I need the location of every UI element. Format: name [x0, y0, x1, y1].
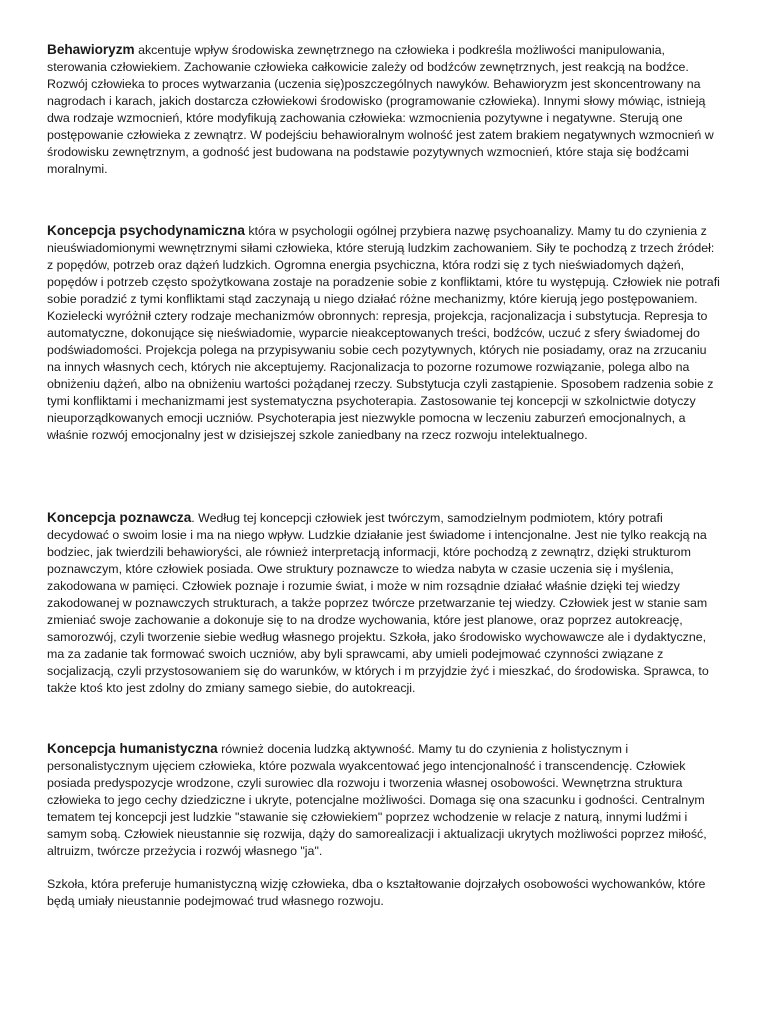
text-behaviorism: akcentuje wpływ środowiska zewnętrznego na człowieka i podkreśla możliwości manipulowania, sterowania człowiekiem. Zachowanie człowieka całkowicie zależy od bodźców zewnętrznych, jest reakcją na bodźce. Rozwój człowieka to proces wytwarzania (uczenia się)poszczególnych nawyków. Behawioryzm jest skoncentrowany na nagrodach i karach, jakich dostarcza człowiekowi środowisko (programowanie człowieka). Innymi słowy mówiąc, istnieją dwa rodzaje wzmocnień, które modyfikują zachowania człowieka: wzmocnienia pozytywne i negatywne. Sterują one postępowanie człowieka z zewnątrz. W podejściu behawioralnym wolność jest zatem brakiem negatywnych wzmocnień w środowisku zewnętrznym, a godność jest budowana na podstawie pozytywnych wzmocnień, które staja się bodźcami moralnymi. [47, 43, 714, 176]
heading-cognitive: Koncepcja poznawcza [47, 510, 192, 525]
paragraph-behaviorism [47, 41, 723, 178]
paragraph-cognitive [47, 509, 723, 697]
heading-humanistic: Koncepcja humanistyczna [47, 741, 218, 756]
heading-behaviorism: Behawioryzm [47, 42, 135, 57]
text-school: Szkoła, która preferuje humanistyczną wizję człowieka, dba o kształtowanie dojrzałych osobowości wychowanków, które będą umiały nieustannie podejmować trud własnego rozwoju. [47, 877, 706, 908]
paragraph-psychodynamic [47, 222, 723, 444]
paragraph-school [47, 876, 723, 910]
text-cognitive: . Według tej koncepcji człowiek jest twórczym, samodzielnym podmiotem, który potrafi decydować o swoim losie i ma na niego wpływ. Ludzkie działanie jest świadome i intencjonalne. Jest nie tylko reakcją na bodziec, jak twierdzili behawioryści, ale również interpretacją informacji, które pochodzą z zewnątrz, dzięki strukturom poznawczym, które człowiek posiada. Owe struktury poznawcze to wiedza nabyta w czasie uczenia się i myślenia, zakodowana w pamięci. Człowiek poznaje i rozumie świat, i może w nim rozsądnie działać właśnie dzięki tej wiedzy zakodowanej w poznawczych strukturach, a także poprzez twórcze przetwarzanie tej wiedzy. Człowiek jest w stanie sam zmieniać swoje zachowanie a dokonuje się to na drodze wychowania, które jest planowe, oraz poprzez autokreację, samorozwój, czyli tworzenie siebie według własnego projektu. Szkoła, jako środowisko wychowawcze ale i dydaktyczne, ma za zadanie tak formować swoich uczniów, aby byli sprawcami, aby umieli podejmować czynności związane z socjalizacją, czyli przystosowaniem się do warunków, w których i m przyjdzie żyć i mieszkać, do środowiska. Sprawca, to także ktoś kto jest zdolny do zmiany samego siebie, do autokreacji. [47, 511, 709, 695]
paragraph-humanistic [47, 740, 723, 860]
text-humanistic: również docenia ludzką aktywność. Mamy tu do czynienia z holistycznym i personalistycznym ujęciem człowieka, które pozwala wyakcentować jego intencjonalność i transcendencję. Człowiek posiada predyspozycje wrodzone, czyli surowiec dla rozwoju i tworzenia własnej osobowości. Wewnętrzna struktura człowieka to jego cechy dziedziczne i ukryte, potencjalne możliwości. Domaga się ona szacunku i godności. Centralnym tematem tej koncepcji jest ludzkie "stawanie się człowiekiem" poprzez wchodzenie w relacje z naturą, innymi ludźmi i samym sobą. Człowiek nieustannie się rozwija, dąży do samorealizacji i aktualizacji ukrytych możliwości poprzez miłość, altruizm, twórcze przeżycia i rozwój własnego "ja". [47, 742, 707, 858]
text-psychodynamic: która w psychologii ogólnej przybiera nazwę psychoanalizy. Mamy tu do czynienia z nieuświadomionymi wewnętrznymi siłami człowieka, które sterują ludzkim zachowaniem. Siły te pochodzą z trzech źródeł: z popędów, potrzeb oraz dążeń ludzkich. Ogromna energia psychiczna, która rodzi się z tych nieświadomych dążeń, popędów i potrzeb często spożytkowana zostaje na poradzenie sobie z konfliktami, które tu występują. Człowiek nie potrafi sobie poradzić z tymi konfliktami stąd zaczynają u niego działać różne mechanizmy, które kierują jego postępowaniem. Kozielecki wyróżnił cztery rodzaje mechanizmów obronnych: represja, projekcja, racjonalizacja i substytucja. Represja to automatyczne, dokonujące się nieświadomie, wyparcie nieakceptowanych treści, bodźców, uczuć z sfery świadomej do podświadomości. Projekcja polega na przypisywaniu sobie cech pozytywnych, których nie posiadamy, oraz na zrzucaniu na innych własnych cech, których nie akceptujemy. Racjonalizacja to pozorne rozumowe rozwiązanie, polega albo na obniżeniu dążeń, albo na obniżeniu wartości pożądanej rzeczy. Substytucja czyli zastąpienie. Sposobem radzenia sobie z tymi konfliktami i mechanizmami jest systematyczna psychoterapia. Zastosowanie tej koncepcji w szkolnictwie dotyczy nieuporządkowanych emocji uczniów. Psychoterapia jest niezwykle pomocna w leczeniu zaburzeń emocjonalnych, a właśnie rozwój emocjonalny jest w dzisiejszej szkole zaniedbany na rzecz rozwoju intelektualnego. [47, 224, 720, 442]
heading-psychodynamic: Koncepcja psychodynamiczna [47, 223, 245, 238]
